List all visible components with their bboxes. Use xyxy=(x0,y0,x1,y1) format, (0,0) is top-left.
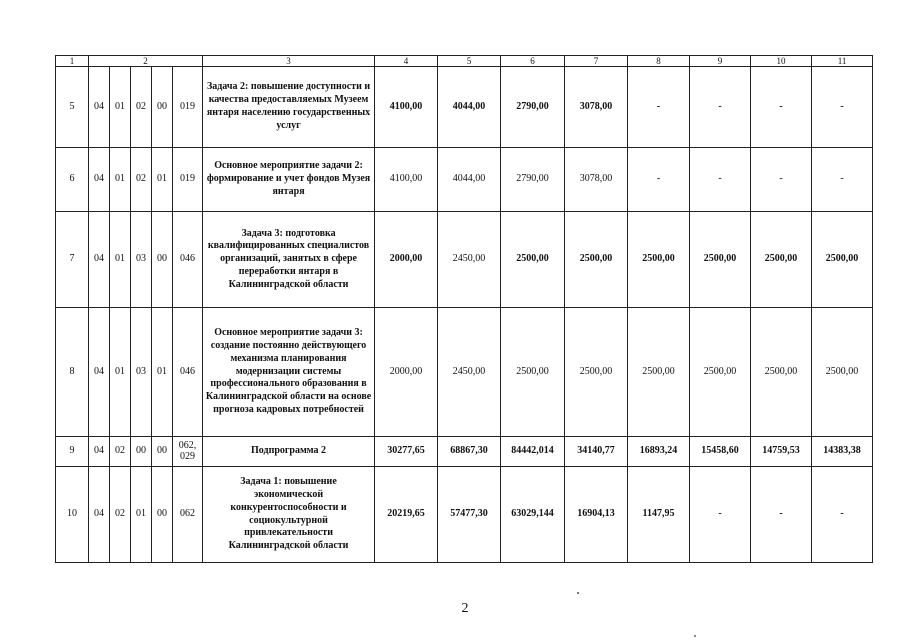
value-cell: 2500,00 xyxy=(751,212,812,308)
value-cell: 2790,00 xyxy=(501,67,565,148)
row-number: 5 xyxy=(56,67,89,148)
value-cell: 2500,00 xyxy=(565,308,628,437)
code-cell: 04 xyxy=(89,308,110,437)
value-cell: - xyxy=(751,148,812,212)
value-cell: 34140,77 xyxy=(565,437,628,467)
value-cell: 68867,30 xyxy=(438,437,501,467)
table-row xyxy=(56,467,873,563)
header-cell: 9 xyxy=(690,56,751,67)
code-cell: 00 xyxy=(152,467,173,563)
code-cell: 00 xyxy=(152,212,173,308)
table-row xyxy=(56,212,873,308)
value-cell: 15458,60 xyxy=(690,437,751,467)
table-row xyxy=(56,148,873,212)
code-cell: 02 xyxy=(110,467,131,563)
value-cell: 4044,00 xyxy=(438,67,501,148)
value-cell: 2450,00 xyxy=(438,308,501,437)
row-number: 9 xyxy=(56,437,89,467)
value-cell: - xyxy=(751,467,812,563)
value-cell: - xyxy=(751,67,812,148)
header-cell: 2 xyxy=(89,56,203,67)
value-cell: 63029,144 xyxy=(501,467,565,563)
code-cell: 02 xyxy=(131,67,152,148)
value-cell: 2000,00 xyxy=(375,308,438,437)
header-cell: 7 xyxy=(565,56,628,67)
code-cell: 01 xyxy=(110,308,131,437)
value-cell: 14759,53 xyxy=(751,437,812,467)
code-cell: 03 xyxy=(131,212,152,308)
code-cell: 01 xyxy=(110,67,131,148)
value-cell: - xyxy=(812,148,873,212)
value-cell: 4100,00 xyxy=(375,148,438,212)
value-cell: 2500,00 xyxy=(690,212,751,308)
row-number: 7 xyxy=(56,212,89,308)
code-cell: 01 xyxy=(131,467,152,563)
page-number: 2 xyxy=(461,601,469,616)
row-number: 6 xyxy=(56,148,89,212)
code-cell: 019 xyxy=(173,148,203,212)
code-cell: 04 xyxy=(89,437,110,467)
value-cell: - xyxy=(812,467,873,563)
table-row xyxy=(56,437,873,467)
value-cell: 3078,00 xyxy=(565,67,628,148)
value-cell: 1147,95 xyxy=(628,467,690,563)
description-cell: Задача 3: подготовка квалифицированных специалистов организаций, занятых в сфере переработки янтаря в Калининградской области xyxy=(203,212,375,308)
table-row xyxy=(56,67,873,148)
code-cell: 046 xyxy=(173,212,203,308)
value-cell: 16893,24 xyxy=(628,437,690,467)
value-cell: - xyxy=(628,148,690,212)
value-cell: - xyxy=(812,67,873,148)
header-cell: 1 xyxy=(56,56,89,67)
code-cell: 00 xyxy=(131,437,152,467)
value-cell: - xyxy=(690,467,751,563)
code-cell: 019 xyxy=(173,67,203,148)
code-cell: 062 xyxy=(173,467,203,563)
code-cell: 01 xyxy=(152,148,173,212)
code-cell: 00 xyxy=(152,67,173,148)
code-cell: 02 xyxy=(131,148,152,212)
value-cell: 2500,00 xyxy=(501,212,565,308)
value-cell: 20219,65 xyxy=(375,467,438,563)
value-cell: 2500,00 xyxy=(690,308,751,437)
value-cell: 2500,00 xyxy=(812,212,873,308)
description-cell: Основное мероприятие задачи 3: создание постоянно действующего механизма планирования модернизации системы профессионального образования в Калининградской области на основе прогноза кадровых потребностей xyxy=(203,308,375,437)
code-cell: 04 xyxy=(89,148,110,212)
description-cell: Задача 2: повышение доступности и качества предоставляемых Музеем янтаря населению государственных услуг xyxy=(203,67,375,148)
header-cell: 3 xyxy=(203,56,375,67)
header-cell: 5 xyxy=(438,56,501,67)
value-cell: - xyxy=(628,67,690,148)
value-cell: 4100,00 xyxy=(375,67,438,148)
value-cell: 4044,00 xyxy=(438,148,501,212)
code-cell: 04 xyxy=(89,67,110,148)
value-cell: 3078,00 xyxy=(565,148,628,212)
value-cell: 2790,00 xyxy=(501,148,565,212)
value-cell: 2500,00 xyxy=(565,212,628,308)
code-cell: 04 xyxy=(89,467,110,563)
value-cell: 30277,65 xyxy=(375,437,438,467)
code-cell: 01 xyxy=(110,212,131,308)
code-cell: 062, 029 xyxy=(173,437,203,467)
value-cell: 2450,00 xyxy=(438,212,501,308)
value-cell: 2000,00 xyxy=(375,212,438,308)
value-cell: 84442,014 xyxy=(501,437,565,467)
header-cell: 11 xyxy=(812,56,873,67)
value-cell: 16904,13 xyxy=(565,467,628,563)
value-cell: 2500,00 xyxy=(501,308,565,437)
value-cell: - xyxy=(690,148,751,212)
value-cell: - xyxy=(690,67,751,148)
description-cell: Основное мероприятие задачи 2: формирование и учет фондов Музея янтаря xyxy=(203,148,375,212)
code-cell: 01 xyxy=(152,308,173,437)
description-cell: Подпрограмма 2 xyxy=(203,437,375,467)
scan-speck xyxy=(694,635,696,637)
header-cell: 4 xyxy=(375,56,438,67)
header-row xyxy=(56,56,873,67)
budget-table xyxy=(55,55,873,563)
value-cell: 2500,00 xyxy=(751,308,812,437)
code-cell: 01 xyxy=(110,148,131,212)
header-cell: 6 xyxy=(501,56,565,67)
header-cell: 8 xyxy=(628,56,690,67)
code-cell: 04 xyxy=(89,212,110,308)
row-number: 10 xyxy=(56,467,89,563)
table-row xyxy=(56,308,873,437)
value-cell: 2500,00 xyxy=(628,308,690,437)
header-cell: 10 xyxy=(751,56,812,67)
code-cell: 046 xyxy=(173,308,203,437)
value-cell: 2500,00 xyxy=(812,308,873,437)
row-number: 8 xyxy=(56,308,89,437)
value-cell: 57477,30 xyxy=(438,467,501,563)
description-cell: Задача 1: повышение экономической конкурентоспособности и социокультурной привлекательности Калининградской области xyxy=(203,467,375,563)
code-cell: 00 xyxy=(152,437,173,467)
code-cell: 03 xyxy=(131,308,152,437)
value-cell: 2500,00 xyxy=(628,212,690,308)
scan-speck xyxy=(577,592,579,594)
value-cell: 14383,38 xyxy=(812,437,873,467)
code-cell: 02 xyxy=(110,437,131,467)
